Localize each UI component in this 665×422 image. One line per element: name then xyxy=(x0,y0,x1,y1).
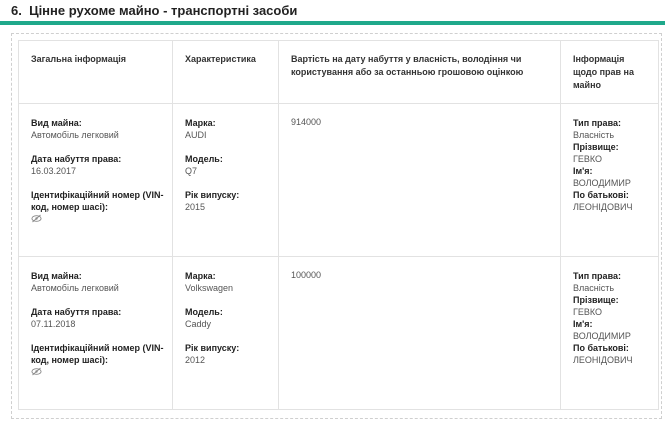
table-header-row xyxy=(19,41,659,104)
vehicle-brand: AUDI xyxy=(185,130,207,140)
vehicle-value: 100000 xyxy=(291,270,322,280)
rights-cell: Тип права: Власність Прізвище: ГЕВКО Ім'я: ВОЛОДИМИР По батькові: ЛЕОНІДОВИЧ xyxy=(561,104,659,257)
section-title xyxy=(11,3,297,18)
property-type: Автомобіль легковий xyxy=(31,130,119,140)
vehicle-model: Q7 xyxy=(185,166,198,176)
section-header xyxy=(0,0,665,27)
owner-name: ВОЛОДИМИР xyxy=(573,331,631,341)
vehicle-year: 2015 xyxy=(185,202,206,212)
acquisition-date: 07.11.2018 xyxy=(31,319,76,329)
owner-patronymic: ЛЕОНІДОВИЧ xyxy=(573,355,633,365)
general-cell: Вид майна: Автомобіль легковий Дата набуття права: 07.11.2018 Ідентифікаційний номер (VIN-код, номер шасі): xyxy=(19,257,173,410)
vehicles-table xyxy=(18,40,659,410)
right-type: Власність xyxy=(573,283,615,293)
property-type: Автомобіль легковий xyxy=(31,283,119,293)
right-type: Власність xyxy=(573,130,615,140)
vehicle-brand: Volkswagen xyxy=(185,283,234,293)
acquisition-date: 16.03.2017 xyxy=(31,166,77,176)
general-cell: Вид майна: Автомобіль легковий Дата набуття права: 16.03.2017 Ідентифікаційний номер (VIN-код, номер шасі): xyxy=(19,104,173,257)
vehicle-value: 914000 xyxy=(291,117,322,127)
owner-surname: ГЕВКО xyxy=(573,307,603,317)
characteristics-cell: Марка: Volkswagen Модель: Caddy Рік випуску: 2012 xyxy=(173,257,279,410)
section-number: 6. xyxy=(11,3,22,18)
table-row xyxy=(19,257,659,410)
section-title-text: Цінне рухоме майно - транспортні засоби xyxy=(29,3,298,18)
owner-surname: ГЕВКО xyxy=(573,154,603,164)
header-value: Вартість на дату набуття у власність, володіння чи користування або за останньою грошовою оцінкою xyxy=(279,41,561,104)
rights-cell: Тип права: Власність Прізвище: ГЕВКО Ім'я: ВОЛОДИМИР По батькові: ЛЕОНІДОВИЧ xyxy=(561,257,659,410)
value-cell xyxy=(279,257,561,410)
vehicle-model: Caddy xyxy=(185,319,212,329)
characteristics-cell: Марка: AUDI Модель: Q7 Рік випуску: 2015 xyxy=(173,104,279,257)
eye-hidden-icon[interactable] xyxy=(31,367,164,379)
owner-name: ВОЛОДИМИР xyxy=(573,178,631,188)
header-general: Загальна інформація xyxy=(19,41,173,104)
eye-hidden-icon[interactable] xyxy=(31,214,164,226)
section-underline xyxy=(0,21,665,25)
header-rights: Інформація щодо прав на майно xyxy=(561,41,659,104)
owner-patronymic: ЛЕОНІДОВИЧ xyxy=(573,202,633,212)
header-characteristics: Характеристика xyxy=(173,41,279,104)
vehicle-year: 2012 xyxy=(185,355,206,365)
table-row xyxy=(19,104,659,257)
value-cell xyxy=(279,104,561,257)
